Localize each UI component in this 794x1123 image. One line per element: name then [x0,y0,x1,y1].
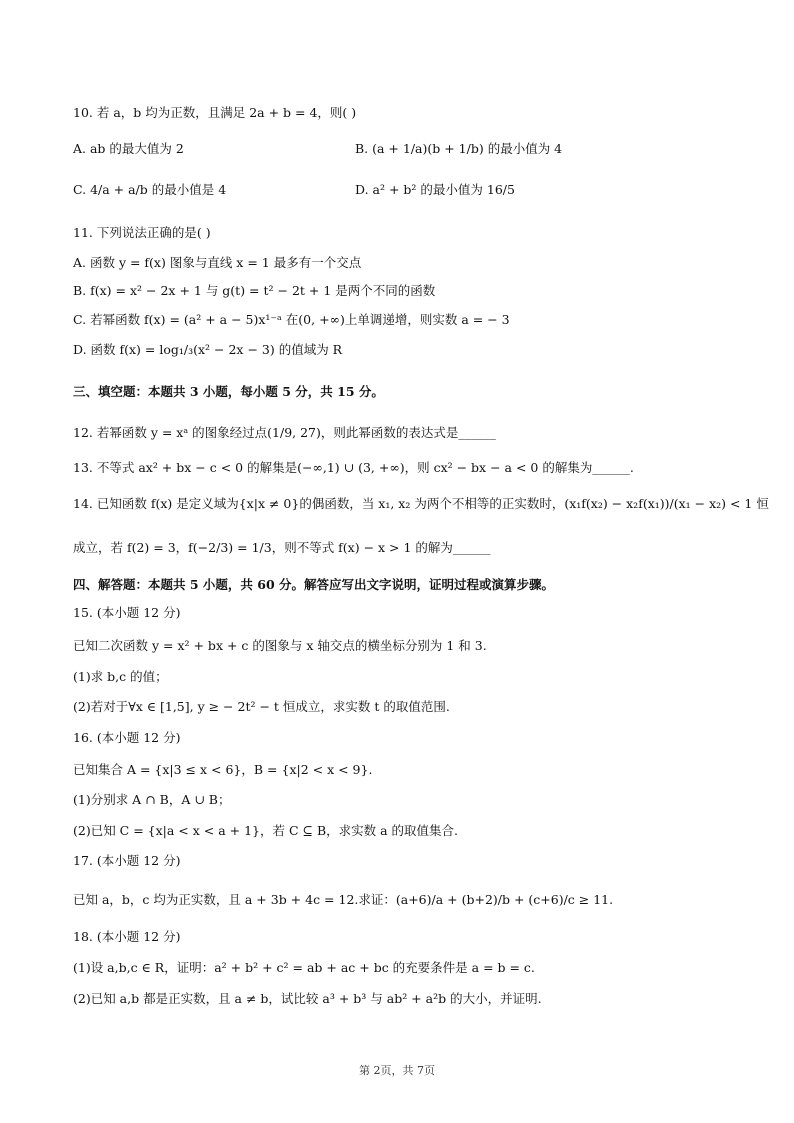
q15-stem: 已知二次函数 y = x² + bx + c 的图象与 x 轴交点的横坐标分别为 1 和 3. [73,638,487,653]
q15-part-2: (2)若对于∀x ∈ [1,5], y ≥ − 2t² − t 恒成立，求实数 t 的取值范围. [73,699,450,714]
q10-option-b: B. (a + 1/a)(b + 1/b) 的最小值为 4 [355,141,563,156]
q16-part-2: (2)已知 C = {x|a < x < a + 1}，若 C ⊆ B，求实数 a 的取值集合. [73,823,459,838]
section-3-heading: 三、填空题：本题共 3 小题，每小题 5 分，共 15 分。 [73,384,384,399]
q16-part-1: (1)分别求 A ∩ B，A ∪ B； [73,792,231,807]
q11-option-d: D. 函数 f(x) = log₁/₃(x² − 2x − 3) 的值域为 R [73,342,343,357]
q14-line-1: 14. 已知函数 f(x) 是定义域为{x|x ≠ 0}的偶函数，当 x₁, x₂ 为两个不相等的正实数时，(x₁f(x₂) − x₂f(x₁))/(x₁ − x₂) < 1 恒 [73,496,769,511]
q18-part-1: (1)设 a,b,c ∈ R，证明：a² + b² + c² = ab + ac + bc 的充要条件是 a = b = c. [73,960,535,975]
q18-header: 18. (本小题 12 分) [73,929,181,944]
q10-option-c: C. 4/a + a/b 的最小值是 4 [73,182,227,197]
q16-stem: 已知集合 A = {x|3 ≤ x < 6}，B = {x|2 < x < 9}. [73,762,373,777]
q10-stem: 10. 若 a，b 均为正数，且满足 2a + b = 4，则( ) [73,105,357,120]
page-footer: 第 2页，共 7页 [359,1064,435,1077]
section-4-heading: 四、解答题：本题共 5 小题，共 60 分。解答应写出文字说明，证明过程或演算步骤。 [73,577,555,592]
q16-header: 16. (本小题 12 分) [73,730,181,745]
q17-header: 17. (本小题 12 分) [73,853,181,868]
q11-option-a: A. 函数 y = f(x) 图象与直线 x = 1 最多有一个交点 [73,255,362,270]
q15-part-1: (1)求 b,c 的值； [73,669,168,684]
q10-option-d: D. a² + b² 的最小值为 16/5 [355,182,515,197]
q17-stem: 已知 a，b，c 均为正实数，且 a + 3b + 4c = 12.求证：(a+6)/a + (b+2)/b + (c+6)/c ≥ 11. [73,892,614,907]
q13: 13. 不等式 ax² + bx − c < 0 的解集是(−∞,1) ∪ (3, +∞)，则 cx² − bx − a < 0 的解集为______. [73,460,634,475]
q11-stem: 11. 下列说法正确的是( ) [73,225,211,240]
q10-option-a: A. ab 的最大值为 2 [73,141,184,156]
q12: 12. 若幂函数 y = xᵃ 的图象经过点(1/9, 27)，则此幂函数的表达式是______ [73,425,496,440]
q18-part-2: (2)已知 a,b 都是正实数，且 a ≠ b，试比较 a³ + b³ 与 ab² + a²b 的大小，并证明. [73,991,542,1006]
q11-option-c: C. 若幂函数 f(x) = (a² + a − 5)x¹⁻ᵃ 在(0, +∞)上单调递增，则实数 a = − 3 [73,312,510,327]
q11-option-b: B. f(x) = x² − 2x + 1 与 g(t) = t² − 2t + 1 是两个不同的函数 [73,283,436,298]
q14-line-2: 成立，若 f(2) = 3，f(−2/3) = 1/3，则不等式 f(x) − x > 1 的解为______ [73,540,491,555]
q15-header: 15. (本小题 12 分) [73,605,181,620]
